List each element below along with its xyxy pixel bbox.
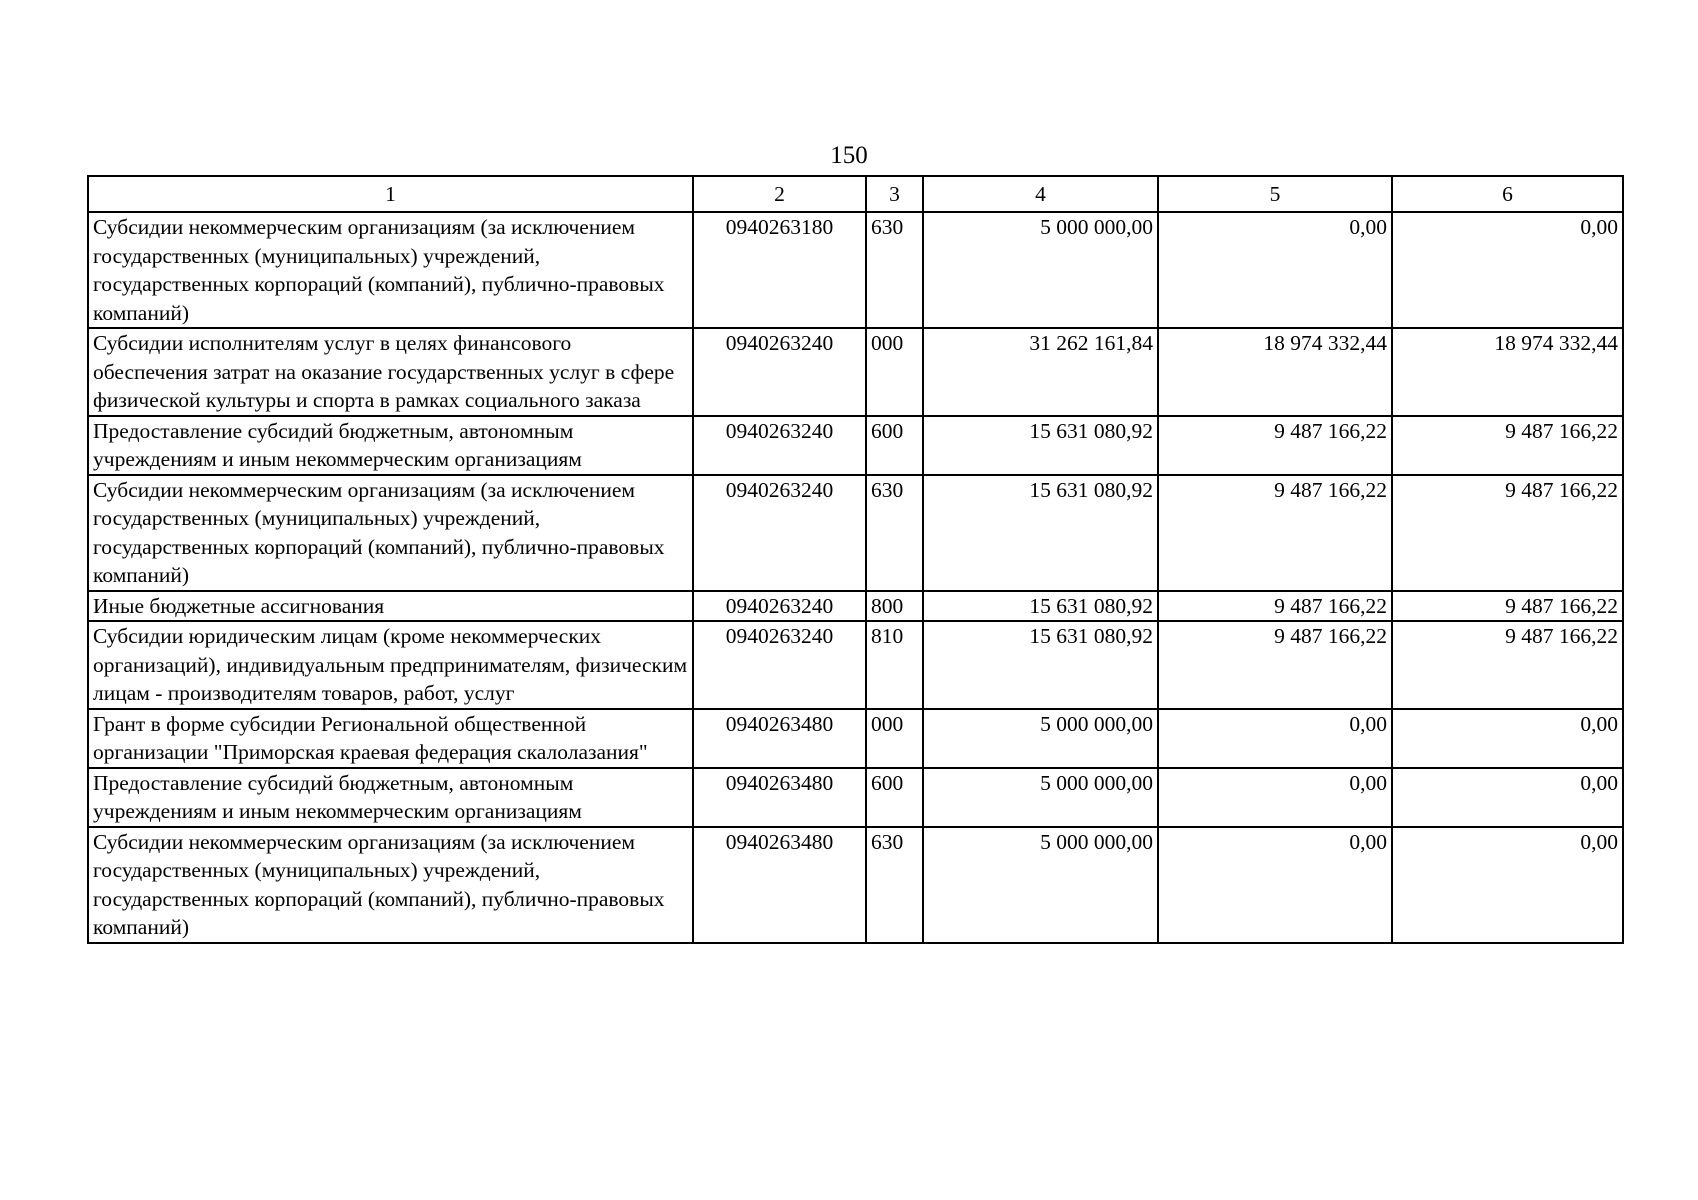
row-value-col4: 15 631 080,92 [923, 621, 1158, 709]
row-name: Предоставление субсидий бюджетным, автономным учреждениям и иным некоммерческим организациям [88, 416, 693, 475]
table-row [88, 621, 1623, 709]
table-row [88, 591, 1623, 622]
row-value-col6: 0,00 [1392, 827, 1623, 943]
table-row [88, 827, 1623, 943]
row-target-code: 0940263480 [693, 768, 866, 827]
row-value-col5: 9 487 166,22 [1158, 475, 1392, 591]
row-value-col4: 5 000 000,00 [923, 768, 1158, 827]
header-row [88, 176, 1623, 212]
row-expense-type: 600 [866, 416, 923, 475]
row-expense-type: 000 [866, 709, 923, 768]
row-value-col6: 9 487 166,22 [1392, 621, 1623, 709]
page-number: 150 [830, 142, 868, 169]
table-row [88, 709, 1623, 768]
row-name: Субсидии юридическим лицам (кроме некоммерческих организаций), индивидуальным предпринимателям, физическим лицам - производителям товаров, работ, услуг [88, 621, 693, 709]
row-target-code: 0940263240 [693, 475, 866, 591]
row-value-col5: 0,00 [1158, 212, 1392, 328]
row-target-code: 0940263480 [693, 827, 866, 943]
row-expense-type: 630 [866, 475, 923, 591]
row-target-code: 0940263240 [693, 328, 866, 416]
row-name: Иные бюджетные ассигнования [88, 591, 693, 622]
header-col-6: 6 [1392, 176, 1623, 212]
row-value-col5: 0,00 [1158, 709, 1392, 768]
table-row [88, 416, 1623, 475]
budget-table [87, 175, 1624, 944]
row-value-col5: 18 974 332,44 [1158, 328, 1392, 416]
header-col-1: 1 [88, 176, 693, 212]
row-expense-type: 630 [866, 827, 923, 943]
row-target-code: 0940263240 [693, 591, 866, 622]
row-value-col6: 0,00 [1392, 212, 1623, 328]
table-row [88, 768, 1623, 827]
row-value-col6: 0,00 [1392, 709, 1623, 768]
row-value-col4: 5 000 000,00 [923, 709, 1158, 768]
row-name: Субсидии некоммерческим организациям (за исключением государственных (муниципальных) учреждений, государственных корпораций (компаний), публично-правовых компаний) [88, 827, 693, 943]
row-name: Предоставление субсидий бюджетным, автономным учреждениям и иным некоммерческим организациям [88, 768, 693, 827]
row-name: Грант в форме субсидии Региональной общественной организации "Приморская краевая федерация скалолазания" [88, 709, 693, 768]
header-col-2: 2 [693, 176, 866, 212]
row-value-col6: 18 974 332,44 [1392, 328, 1623, 416]
row-value-col5: 9 487 166,22 [1158, 416, 1392, 475]
table-row [88, 328, 1623, 416]
table-row [88, 475, 1623, 591]
row-value-col5: 0,00 [1158, 827, 1392, 943]
row-value-col6: 9 487 166,22 [1392, 475, 1623, 591]
row-expense-type: 000 [866, 328, 923, 416]
row-value-col5: 9 487 166,22 [1158, 591, 1392, 622]
row-value-col5: 0,00 [1158, 768, 1392, 827]
header-col-4: 4 [923, 176, 1158, 212]
row-expense-type: 630 [866, 212, 923, 328]
header-col-5: 5 [1158, 176, 1392, 212]
row-name: Субсидии исполнителям услуг в целях финансового обеспечения затрат на оказание государственных услуг в сфере физической культуры и спорта в рамках социального заказа [88, 328, 693, 416]
row-value-col4: 5 000 000,00 [923, 827, 1158, 943]
row-target-code: 0940263180 [693, 212, 866, 328]
row-value-col6: 9 487 166,22 [1392, 591, 1623, 622]
row-value-col5: 9 487 166,22 [1158, 621, 1392, 709]
row-expense-type: 800 [866, 591, 923, 622]
row-target-code: 0940263240 [693, 416, 866, 475]
header-col-3: 3 [866, 176, 923, 212]
row-name: Субсидии некоммерческим организациям (за исключением государственных (муниципальных) учреждений, государственных корпораций (компаний), публично-правовых компаний) [88, 212, 693, 328]
row-name: Субсидии некоммерческим организациям (за исключением государственных (муниципальных) учреждений, государственных корпораций (компаний), публично-правовых компаний) [88, 475, 693, 591]
row-target-code: 0940263240 [693, 621, 866, 709]
row-expense-type: 810 [866, 621, 923, 709]
row-value-col4: 15 631 080,92 [923, 416, 1158, 475]
row-value-col4: 5 000 000,00 [923, 212, 1158, 328]
row-target-code: 0940263480 [693, 709, 866, 768]
row-value-col6: 9 487 166,22 [1392, 416, 1623, 475]
row-value-col4: 31 262 161,84 [923, 328, 1158, 416]
row-value-col4: 15 631 080,92 [923, 475, 1158, 591]
row-value-col6: 0,00 [1392, 768, 1623, 827]
row-expense-type: 600 [866, 768, 923, 827]
table-row [88, 212, 1623, 328]
row-value-col4: 15 631 080,92 [923, 591, 1158, 622]
